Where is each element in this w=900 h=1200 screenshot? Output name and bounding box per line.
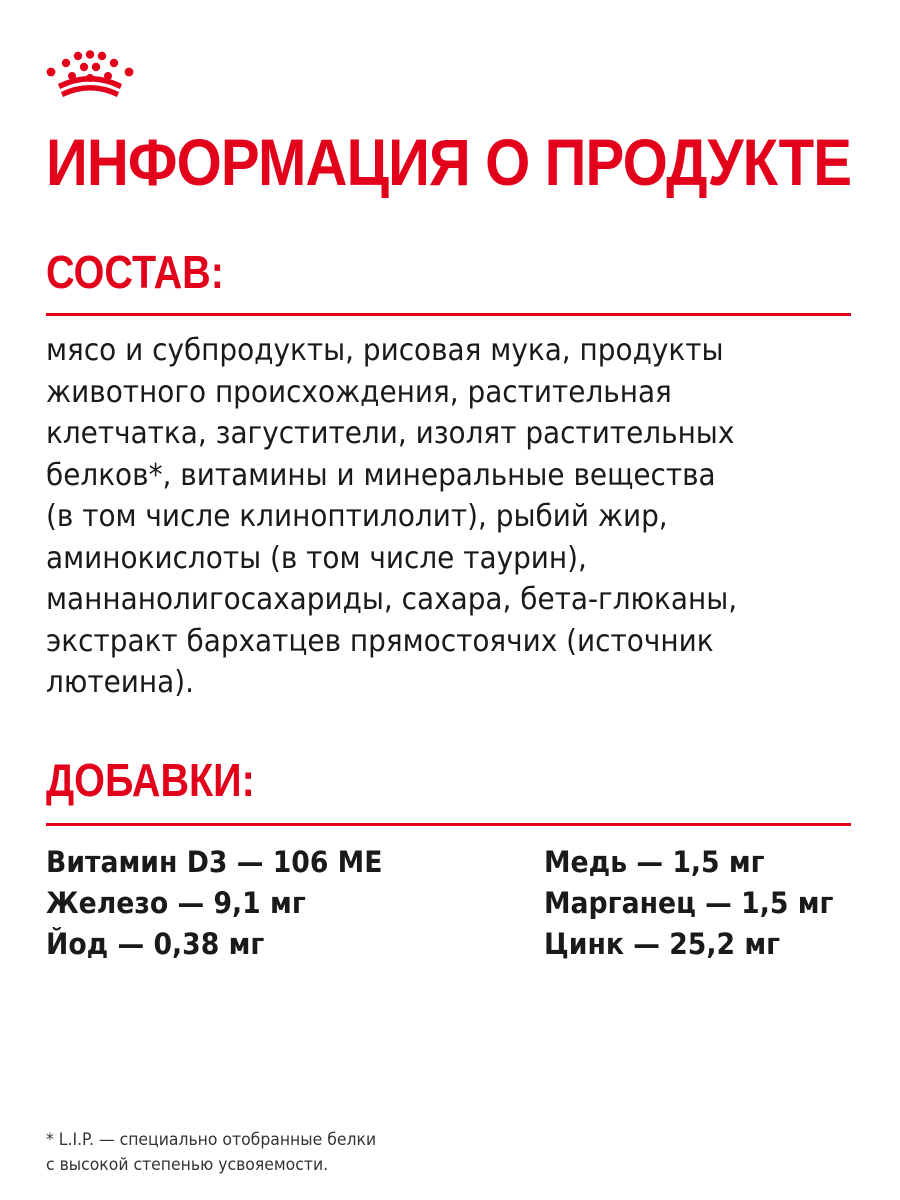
composition-line: животного происхождения, растительная (46, 374, 672, 410)
royal-crown-icon (44, 50, 136, 102)
composition-line: (в том числе клиноптилолит), рыбий жир, (46, 499, 668, 534)
composition-line: лютеина). (46, 665, 194, 700)
composition-line: аминокислоты (в том числе таурин), (46, 540, 587, 576)
additives-list-left (46, 842, 412, 965)
additive-item: Железо — 9,1 мг (46, 886, 306, 920)
footnote-line: с высокой степенью усвояемости. (46, 1155, 329, 1175)
composition-divider (46, 313, 851, 316)
composition-line: белков*, витамины и минеральные вещества (46, 457, 716, 493)
page-title: ИНФОРМАЦИЯ О ПРОДУКТЕ (46, 125, 852, 199)
composition-heading: СОСТАВ: (46, 246, 224, 298)
composition-line: мясо и субпродукты, рисовая мука, продукты (46, 333, 724, 368)
composition-line: экстракт бархатцев прямостоячих (источник (46, 623, 714, 659)
additive-item: Медь — 1,5 мг (544, 845, 765, 879)
footnote (46, 1128, 376, 1178)
additive-item: Марганец — 1,5 мг (544, 886, 834, 920)
additive-item: Йод — 0,38 мг (46, 927, 265, 961)
additives-heading: ДОБАВКИ: (46, 754, 255, 806)
additives-divider (46, 823, 851, 826)
footnote-line: * L.I.P. — специально отобранные белки (46, 1130, 377, 1150)
additives-list-right (544, 842, 859, 965)
additive-item: Цинк — 25,2 мг (544, 927, 781, 961)
composition-text (46, 330, 809, 704)
additive-item: Витамин D3 — 106 МЕ (46, 845, 383, 879)
composition-line: маннанолигосахариды, сахара, бета-глюканы, (46, 582, 738, 617)
composition-line: клетчатка, загустители, изолят растительных (46, 416, 735, 451)
